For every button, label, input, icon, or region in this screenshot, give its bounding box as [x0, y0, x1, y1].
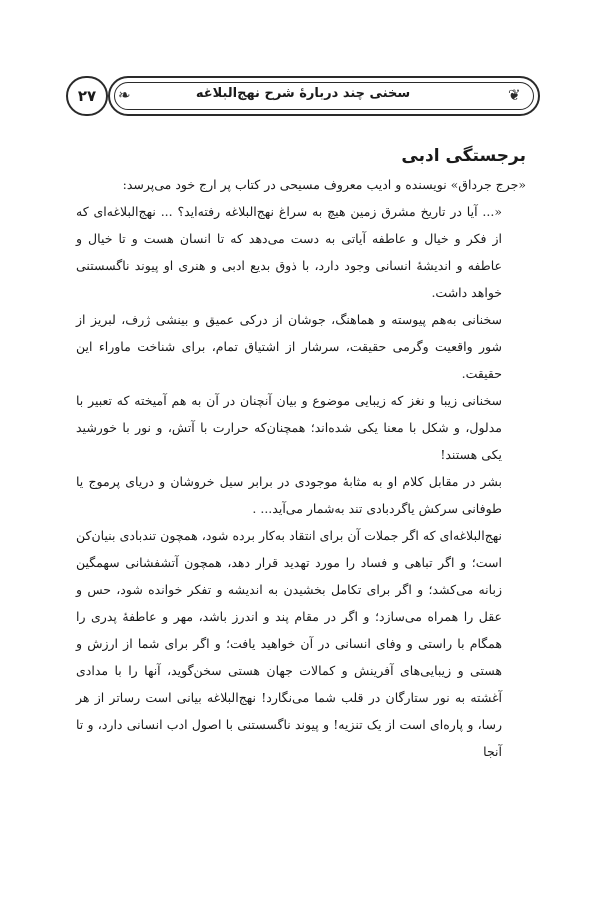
header-ornament-right-icon: ❦ — [508, 86, 521, 104]
quote-paragraph-1: «... آیا در تاریخ مشرق زمین هیچ به سراغ نهج‌البلاغه رفته‌اید؟ ... نهج‌البلاغه‌ای که از فکر و خیال و عاطفه آیاتی به دست می‌دهد که تا انسان هست و تا خیال و عاطفه و اندیشۀ انسانی وجود دارد، با ذوق بدیع ادبی و هنری او پیوند ناگسستنی خواهد داشت. — [76, 204, 502, 300]
page-number-badge — [66, 76, 108, 116]
quote-paragraph-3: سخنانی زیبا و نغز که زیبایی موضوع و بیان آنچنان در آن به هم آمیخته که تعبیر با مدلول، و شکل با معنا یکی شده‌اند؛ همچنان‌که حرارت با آتش، و نور با خورشید یکی هستند! — [76, 393, 502, 462]
page-body — [76, 146, 526, 765]
header-ornament-left-icon: ❧ — [118, 86, 131, 104]
quote-paragraph-2: سخنانی به‌هم پیوسته و هماهنگ، جوشان از درکی عمیق و بینشی ژرف، لبریز از شور واقعیت وگرمی حقیقت، سرشار از اشتیاق تمام، برای شناخت ماوراء این حقیقت. — [76, 312, 502, 381]
quote-paragraph-5: نهج‌البلاغه‌ای که اگر جملات آن برای انتقاد به‌کار برده شود، همچون تندبادی بنیان‌کن است؛ و اگر تباهی و فساد را مورد تهدید قرار دهد، همچون آتشفشانی سهمگین زبانه می‌کشد؛ و اگر برای تکامل بخشیدن به اندیشه و تفکر خوانده شود، حس و عقل را همراه می‌سازد؛ و اگر در مقام پند و اندرز باشد، مهر و عاطفۀ پدری را همگام با راستی و وفای انسانی در آن خواهید یافت؛ و اگر برای شما از ارزش و هستی و زیبایی‌های آفرینش و کمالات جهان هستی سخن‌گوید، آنها را با مدادی آغشته به نور ستارگان در قلب شما می‌نگارد! نهج‌البلاغه بیانی است رساتر از هر رسا، و پاره‌ای است از یک تنزیه‌! و پیوند ناگسستنی با اصول ادب انسانی دارد، و تا آنجا — [76, 528, 502, 759]
quote-paragraph-4: بشر در مقابل کلام او به مثابۀ موجودی در برابر سیل خروشان و دریای پرموج یا طوفانی سرکش یاگردبادی تند به‌شمار می‌آید... . — [76, 474, 502, 516]
running-header-title: سخنی چند دربارۀ شرح نهج‌البلاغه — [195, 86, 411, 101]
page-number: ۲۷ — [77, 87, 97, 105]
intro-paragraph: «جرج جرداق» نویسنده و ادیب معروف مسیحی در کتاب پر ارج خود می‌پرسد: — [122, 177, 526, 192]
section-heading: برجستگی ادبی — [401, 146, 526, 166]
